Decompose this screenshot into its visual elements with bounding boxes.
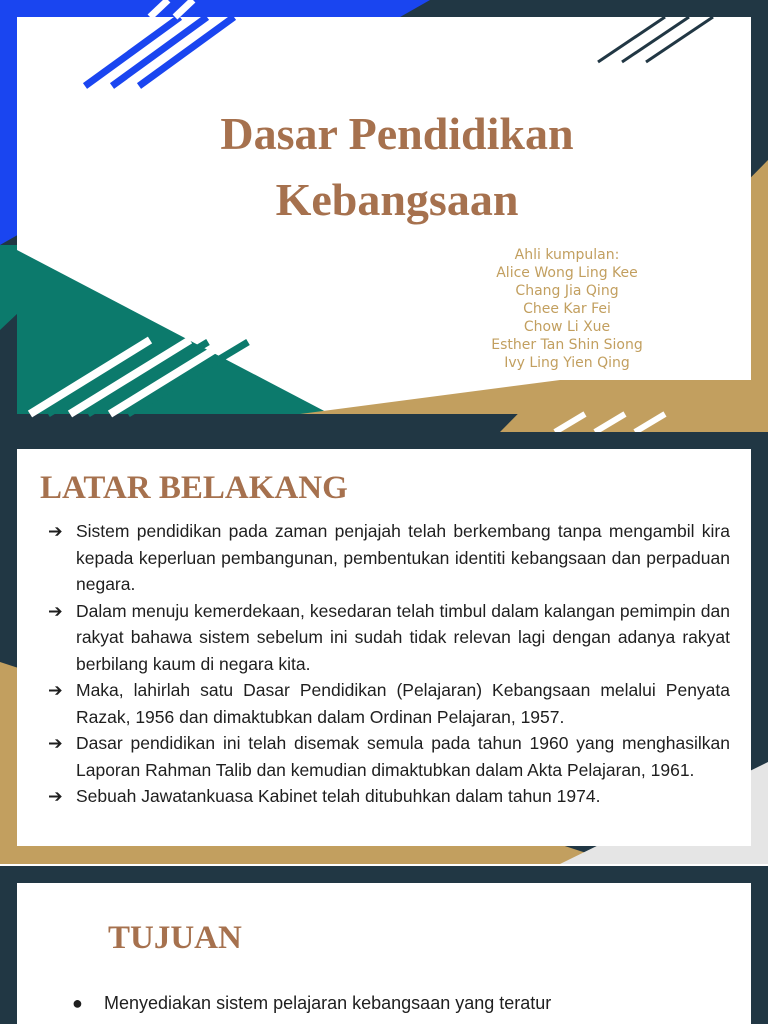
arrow-right-icon: ➔ <box>48 733 63 753</box>
arrow-right-icon: ➔ <box>48 680 63 700</box>
slide-latar-belakang <box>0 432 768 864</box>
bullet-list <box>40 518 730 810</box>
arrow-right-icon: ➔ <box>48 786 63 806</box>
members-block <box>467 246 667 372</box>
members-heading: Ahli kumpulan: <box>514 247 620 263</box>
list-item: ➔ Dasar pendidikan ini telah disemak semula pada tahun 1960 yang menghasilkan Laporan Rahman Talib dan kemudian dimaktubkan dalam Akta Pelajaran, 1961. <box>40 730 730 783</box>
slide-title <box>0 0 768 432</box>
slide-tujuan <box>0 866 768 1024</box>
member-name: Chow Li Xue <box>523 319 611 335</box>
list-item: ➔ Sebuah Jawatankuasa Kabinet telah ditubuhkan dalam tahun 1974. <box>40 783 730 810</box>
list-item: ➔ Dalam menuju kemerdekaan, kesedaran telah timbul dalam kalangan pemimpin dan rakyat bahawa sistem sebelum ini sudah tidak relevan lagi dengan adanya rakyat berbilang kaum di negara kita. <box>40 598 730 678</box>
dot-icon: ● <box>72 993 83 1013</box>
section-heading: LATAR BELAKANG <box>40 470 348 506</box>
member-name: Chee Kar Fei <box>523 301 611 317</box>
list-item: ➔ Maka, lahirlah satu Dasar Pendidikan (Pelajaran) Kebangsaan melalui Penyata Razak, 1956 dan dimaktubkan dalam Ordinan Pelajaran, 1957. <box>40 677 730 730</box>
slide-title-line1: Dasar Pendidikan <box>220 108 574 159</box>
slide-title-line2: Kebangsaan <box>275 174 519 225</box>
arrow-right-icon: ➔ <box>48 521 63 541</box>
list-item: ➔ Sistem pendidikan pada zaman penjajah telah berkembang tanpa mengambil kira kepada keperluan pembangunan, pembentukan identiti kebangsaan dan perpaduan negara. <box>40 518 730 598</box>
bullet-list <box>68 990 718 1017</box>
section-heading: TUJUAN <box>108 920 242 956</box>
list-item: ● Menyediakan sistem pelajaran kebangsaan yang teratur <box>68 990 718 1017</box>
member-name: Chang Jia Qing <box>515 283 619 299</box>
member-name: Ivy Ling Yien Qing <box>504 355 630 371</box>
arrow-right-icon: ➔ <box>48 600 63 621</box>
member-name: Esther Tan Shin Siong <box>491 337 643 353</box>
member-name: Alice Wong Ling Kee <box>496 265 638 281</box>
